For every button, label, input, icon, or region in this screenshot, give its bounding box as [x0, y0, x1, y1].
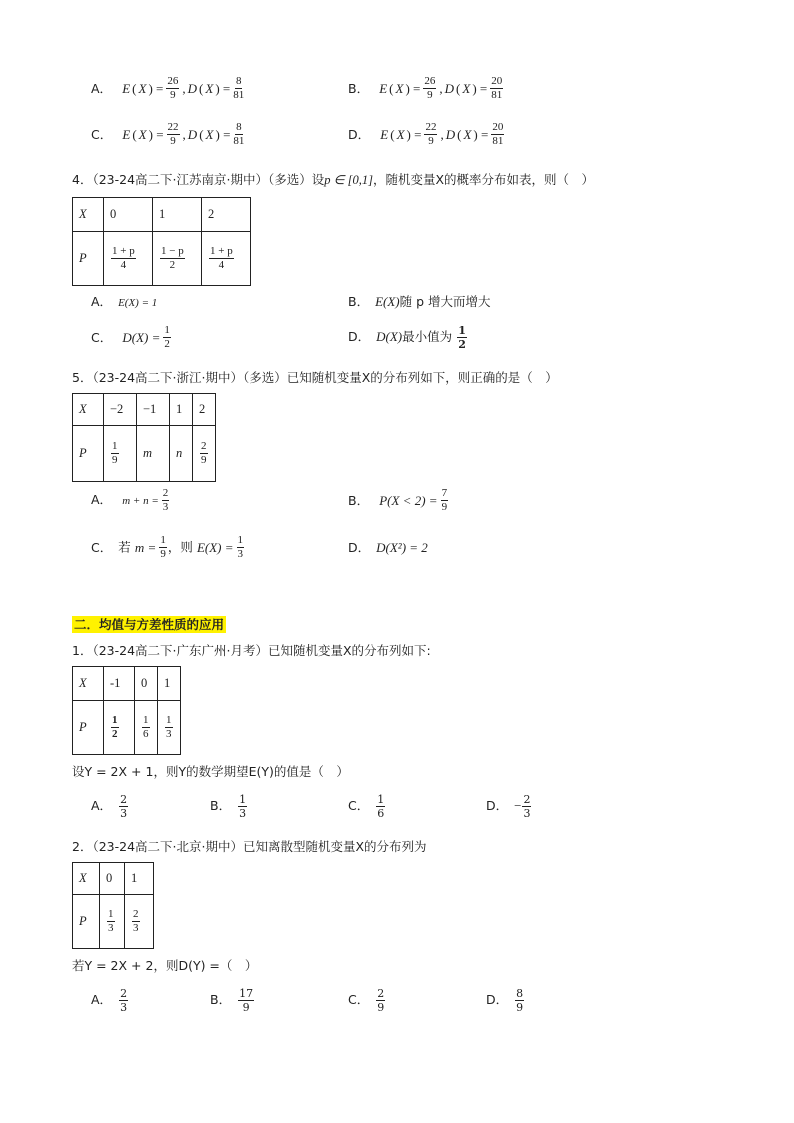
table-cell: P: [73, 426, 104, 482]
table-cell: X: [73, 863, 100, 895]
table-cell: $\frac{1}{3}$: [158, 701, 181, 755]
q4-option-c: C． D(X) = $\frac{1}{2}$: [91, 324, 170, 350]
table-row: [73, 863, 154, 895]
q5-option-c: C． 若 m = $\frac{1}{9}$ ，则 E(X) = $\frac{1}{3}$: [91, 534, 244, 560]
s2-q2-option-a: A． $\frac{2}{3}$: [91, 987, 128, 1014]
table-cell: P: [73, 232, 104, 286]
table-cell: P: [73, 895, 100, 949]
q5-distribution-table: [72, 393, 216, 482]
q5-option-a: A． m + n = $\frac{2}{3}$: [91, 487, 169, 513]
s2-q2-distribution-table: [72, 862, 154, 949]
s2-q1-option-d: D． − $\frac{2}{3}$: [486, 793, 531, 820]
table-cell: $\frac{1 + p}{4}$: [202, 232, 251, 286]
table-cell: 0: [104, 198, 153, 232]
s2-q2-question: 若Y = 2X + 2，则D(Y) =（ ）: [72, 958, 258, 973]
q3-option-d: D． E ( X ) = $\frac{22}{9}$ , D ( X ) = $\frac{20}{81}$: [348, 121, 504, 147]
q3-option-b: B． E ( X ) = $\frac{26}{9}$ , D ( X ) = $\frac{20}{81}$: [348, 75, 503, 101]
s2-q2-option-c: C． $\frac{2}{9}$: [348, 987, 385, 1014]
q4-option-a: A． E(X) = 1: [91, 294, 158, 309]
q5-stem: 5．（23-24高二下·浙江·期中）（多选）已知随机变量X的分布列如下，则正确的是（ ）: [72, 370, 558, 385]
q3-option-c: C． E ( X ) = $\frac{22}{9}$ , D ( X ) = $\frac{8}{81}$: [91, 121, 245, 147]
table-cell: 0: [100, 863, 125, 895]
s2-q2-option-b: B． $\frac{17}{9}$: [210, 987, 254, 1014]
table-row: [73, 426, 216, 482]
s2-q1-question: 设Y = 2X + 1，则Y的数学期望E(Y)的值是（ ）: [72, 764, 349, 779]
table-cell: 2: [193, 394, 216, 426]
table-row: [73, 701, 181, 755]
q3-option-a: A． E ( X ) = $\frac{26}{9}$ , D ( X ) = $\frac{8}{81}$: [91, 75, 245, 101]
table-cell: 1: [125, 863, 154, 895]
table-cell: $\frac{2}{9}$: [193, 426, 216, 482]
table-cell: 1: [153, 198, 202, 232]
table-row: [73, 895, 154, 949]
table-cell: −2: [104, 394, 137, 426]
table-cell: X: [73, 667, 104, 701]
table-cell: 0: [135, 667, 158, 701]
q4-stem: 4．（23-24高二下·江苏南京·期中）（多选）设p ∈ [0,1]，随机变量X的概率分布如表，则（ ）: [72, 172, 595, 187]
s2-q1-stem: 1．（23-24高二下·广东广州·月考）已知随机变量X的分布列如下:: [72, 643, 431, 658]
q4-distribution-table: [72, 197, 251, 286]
table-row: [73, 394, 216, 426]
s2-q1-option-b: B． $\frac{1}{3}$: [210, 793, 247, 820]
s2-q1-distribution-table: [72, 666, 181, 755]
table-cell: $\frac{1}{2}$: [104, 701, 135, 755]
q5-option-d: D． D(X²) = 2: [348, 540, 428, 555]
table-cell: 1: [158, 667, 181, 701]
s2-q1-option-c: C． $\frac{1}{6}$: [348, 793, 385, 820]
table-cell: $\frac{1 - p}{2}$: [153, 232, 202, 286]
table-cell: X: [73, 198, 104, 232]
table-cell: $\frac{1}{9}$: [104, 426, 137, 482]
table-cell: m: [137, 426, 170, 482]
table-cell: $\frac{1}{3}$: [100, 895, 125, 949]
q5-option-b: B． P(X < 2) = $\frac{7}{9}$: [348, 487, 448, 513]
section-heading: 二．均值与方差性质的应用: [74, 617, 225, 632]
table-cell: $\frac{1}{6}$: [135, 701, 158, 755]
table-row: [73, 198, 251, 232]
s2-q2-stem: 2．（23-24高二下·北京·期中）已知离散型随机变量X的分布列为: [72, 839, 427, 854]
table-cell: 1: [170, 394, 193, 426]
table-cell: P: [73, 701, 104, 755]
table-cell: 2: [202, 198, 251, 232]
table-cell: n: [170, 426, 193, 482]
table-cell: -1: [104, 667, 135, 701]
table-row: [73, 232, 251, 286]
q4-option-b: B． E(X)随 p 增大而增大: [348, 294, 491, 309]
table-cell: −1: [137, 394, 170, 426]
table-row: [73, 667, 181, 701]
s2-q1-option-a: A． $\frac{2}{3}$: [91, 793, 128, 820]
s2-q2-option-d: D． $\frac{8}{9}$: [486, 987, 524, 1014]
q4-option-d: D． D(X)最小值为 $\frac{1}{2}$: [348, 324, 466, 351]
table-cell: $\frac{2}{3}$: [125, 895, 154, 949]
table-cell: X: [73, 394, 104, 426]
table-cell: $\frac{1 + p}{4}$: [104, 232, 153, 286]
